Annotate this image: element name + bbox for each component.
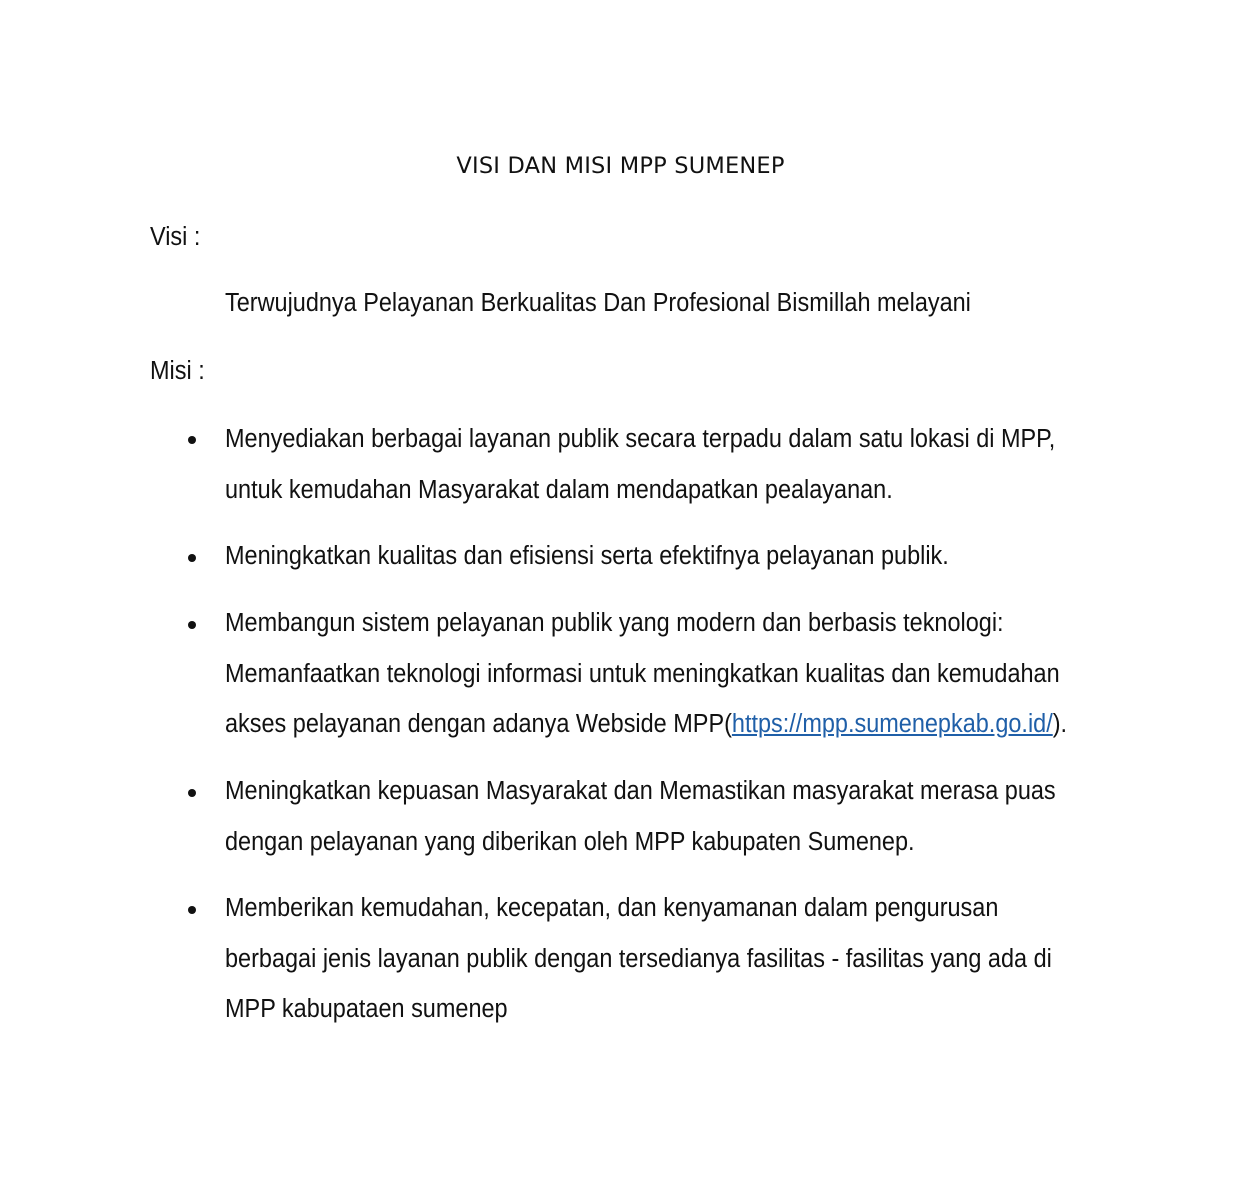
misi-item-2-line-1: Meningkatkan kualitas dan efisiensi serta efektifnya pelayanan publik. bbox=[225, 542, 949, 570]
misi-item-3-line-3 bbox=[225, 699, 1090, 750]
visi-text: Terwujudnya Pelayanan Berkualitas Dan Profesional Bismillah melayani bbox=[225, 289, 971, 317]
visi-label: Visi : bbox=[150, 223, 201, 251]
misi-item-1-line-1: Menyediakan berbagai layanan publik secara terpadu dalam satu lokasi di MPP, bbox=[225, 425, 1056, 453]
misi-item-5-line-1: Memberikan kemudahan, kecepatan, dan kenyamanan dalam pengurusan bbox=[225, 894, 999, 922]
bullet-icon bbox=[188, 554, 196, 562]
misi-item-3-line-3-prefix: akses pelayanan dengan adanya Webside MPP( bbox=[225, 710, 732, 738]
misi-label: Misi : bbox=[150, 357, 205, 385]
misi-item-1-line-2: untuk kemudahan Masyarakat dalam mendapatkan pealayanan. bbox=[225, 475, 893, 504]
bullet-icon bbox=[188, 621, 196, 629]
website-link[interactable]: https://mpp.sumenepkab.go.id/ bbox=[731, 710, 1053, 738]
misi-item-3-line-3-suffix: ). bbox=[1052, 710, 1068, 738]
misi-item-2 bbox=[225, 531, 1090, 582]
misi-item-4-line-2: dengan pelayanan yang diberikan oleh MPP kabupaten Sumenep. bbox=[225, 827, 915, 856]
document-title: VISI DAN MISI MPP SUMENEP bbox=[456, 153, 785, 179]
misi-item-5 bbox=[225, 883, 1090, 1035]
misi-item-3 bbox=[225, 598, 1090, 750]
bullet-icon bbox=[188, 436, 196, 444]
misi-item-4 bbox=[225, 766, 1090, 867]
misi-item-3-line-2: Memanfaatkan teknologi informasi untuk meningkatkan kualitas dan kemudahan bbox=[225, 659, 1060, 688]
misi-item-1 bbox=[225, 414, 1090, 515]
bullet-icon bbox=[188, 906, 196, 914]
misi-item-5-line-3: MPP kabupataen sumenep bbox=[225, 995, 508, 1023]
misi-item-4-line-1: Meningkatkan kepuasan Masyarakat dan Memastikan masyarakat merasa puas bbox=[225, 777, 1056, 805]
misi-item-5-line-2: berbagai jenis layanan publik dengan tersedianya fasilitas - fasilitas yang ada di bbox=[225, 944, 1052, 973]
bullet-icon bbox=[188, 789, 196, 797]
misi-item-3-line-1: Membangun sistem pelayanan publik yang modern dan berbasis teknologi: bbox=[225, 609, 1004, 637]
